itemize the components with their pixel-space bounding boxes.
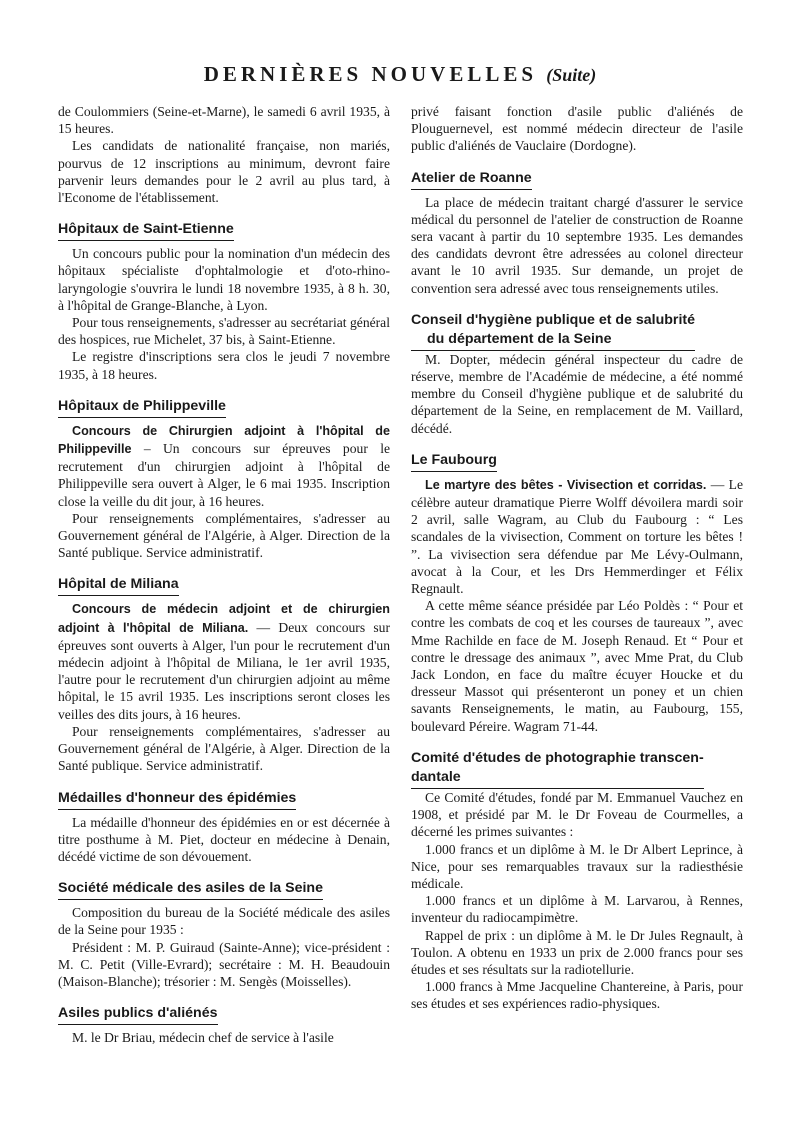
section-heading: Médailles d'honneur des épidémies [58,789,296,810]
runin-heading: Concours de Chirurgien adjoint à l'hôpital de Philippeville [58,423,390,457]
runin-heading: Le martyre des bêtes - Vivisection et corridas. [425,477,707,492]
paragraph: Le registre d'inscriptions sera clos le jeudi 7 novembre 1935, à 18 heures. [58,349,390,382]
paragraph-text: – Un concours sur épreuves pour le recrutement d'un chirurgien adjoint à l'hôpital de Philippeville sera ouvert à Alger, le 6 mai 1935. Inscription close la veille du dit jour, à 16 heures. [58,441,390,509]
section-heading: Hôpitaux de Philippeville [58,397,226,418]
section-heading: Le Faubourg [411,451,497,472]
left-column [58,103,390,1046]
paragraph [58,422,390,510]
section-heading: Hôpital de Miliana [58,575,179,596]
paragraph: M. le Dr Briau, médecin chef de service à l'asile [72,1030,334,1046]
paragraph: Les candidats de nationalité française, non mariés, pourvus de 12 inscriptions au minimum, devront faire parvenir leurs demandes pour le 2 avril au plus tard, à l'Econome de l'établissement. [58,138,390,206]
section-heading-block [411,311,743,351]
paragraph: Président : M. P. Guiraud (Sainte-Anne); vice-président : M. C. Petit (Ville-Evrard); secrétaire : M. H. Beaudouin (Maison-Blanche); trésorier : M. Sengès (Moisselles). [58,939,390,989]
section-heading [411,749,704,789]
heading-line: Comité d'études de photographie transcen- [411,749,704,766]
page-header [0,62,800,87]
paragraph: Pour tous renseignements, s'adresser au secrétariat général des hospices, rue Michelet, 37 bis, à Saint-Etienne. [58,315,390,348]
paragraph: La médaille d'honneur des épidémies en or est décernée à titre posthume à M. Piet, docteur en médecine à Denain, décédé victime de son dévouement. [58,814,390,864]
paragraph: Pour renseignements complémentaires, s'adresser au Gouvernement général de l'Algérie, à Alger. Direction de la Santé publique. Service administratif. [58,723,390,774]
paragraph: Pour renseignements complémentaires, s'adresser au Gouvernement général de l'Algérie, à Alger. Direction de la Santé publique. Service administratif. [58,510,390,561]
paragraph: de Coulommiers (Seine-et-Marne), le samedi 6 avril 1935, à 15 heures. [58,104,390,137]
paragraph: Composition du bureau de la Société médicale des asiles de la Seine pour 1935 : [58,905,390,938]
header-title: DERNIÈRES NOUVELLES [203,62,538,86]
paragraph: Rappel de prix : un diplôme à M. le Dr Jules Regnault, à Toulon. A obtenu en 1933 un prix de 2.000 francs pour ses études et ses résultats sur la radiotellurie. [411,927,743,977]
paragraph: Un concours public pour la nomination d'un médecin des hôpitaux spécialiste d'ophtalmologie et d'oto-rhino-laryngologie s'ouvrira le lundi 18 novembre 1935, à 8 h. 30, à l'hôpital de Grange-Blanche, à Lyon. [58,246,390,313]
right-column [411,103,743,1013]
heading-line: Conseil d'hygiène publique et de salubrité [411,311,696,328]
paragraph: 1.000 francs et un diplôme à M. Larvarou, à Rennes, inventeur du radiocampimètre. [411,893,743,926]
paragraph: Ce Comité d'études, fondé par M. Emmanuel Vauchez en 1908, et présidé par M. le Dr Foveau de Courmelles, a décerné les primes suivantes : [411,789,743,840]
section-heading: Hôpitaux de Saint-Etienne [58,220,234,241]
section-heading [411,311,695,351]
paragraph: A cette même séance présidée par Léo Poldès : “ Pour et contre les combats de coq et les courses de taureaux ”, avec Mme Rachilde en face de M. Joseph Renaud. Et “ Pour et contre le dressage des animaux ”, avec Mme Prat, du Club Jack London, en face du maître écuyer Houcke et du dresseur Massot qui présenteront un poney et un chien savants Renseignements, le matin, au Faubourg, 155, boulevard Péreire. Wagram 71-44. [411,598,743,734]
paragraph: M. Dopter, médecin général inspecteur du cadre de réserve, membre de l'Académie de médecine, a été nommé membre du Conseil d'hygiène publique et de salubrité du département de la Seine, en remplacement de M. Vaillard, décédé. [411,351,743,436]
paragraph: 1.000 francs à Mme Jacqueline Chantereine, à Paris, pour ses études et ses expériences radio-physiques. [411,979,743,1012]
paragraph [58,600,390,722]
paragraph: 1.000 francs et un diplôme à M. le Dr Albert Leprince, à Nice, pour ses remarquables travaux sur la radiesthésie médicale. [411,841,743,891]
paragraph-text: — Deux concours sur épreuves sont ouverts à Alger, l'un pour le recrutement d'un médecin adjoint à l'hôpital de Miliana, le 1er avril 1935, l'autre pour le recrutement d'un chirurgien adjoint au même hôpital, le 15 avril 1935. Les inscriptions seront closes les veilles des dits jours, à 16 heures. [58,619,390,722]
section-heading: Société médicale des asiles de la Seine [58,879,323,900]
paragraph: privé faisant fonction d'asile public d'aliénés de Plouguernevel, est nommé médecin directeur de l'asile public d'aliénés de Vauclaire (Dordogne). [411,104,743,154]
heading-line: du département de la Seine [427,330,612,347]
paragraph-text: — Le célèbre auteur dramatique Pierre Wolff dévoilera mardi soir 2 avril, salle Wagram, au Club du Faubourg : “ Les scandales de la vivisection, Comment on torture les bêtes ! ”. La vivisection sera défendue par Me Lévy-Oulmann, avocat à la Cour, et les Drs Hemmerdinger et Félix Regnault. [411,476,743,597]
header-suite: (Suite) [546,65,597,85]
heading-line: dantale [411,768,461,785]
paragraph: La place de médecin traitant chargé d'assurer le service médical du personnel de l'atelier de construction de Roanne sera vacant à partir du 10 septembre 1935. Les demandes des candidats devront être adressées au colonel directeur avant le 10 avril 1935. Sur demande, un projet de convention sera adressé avec tous renseignements utiles. [411,194,743,296]
runin-heading: Concours de médecin adjoint et de chirurgien adjoint à l'hôpital de Miliana. [58,602,390,635]
section-heading-block [411,749,743,789]
paragraph [411,476,743,597]
section-heading: Atelier de Roanne [411,169,532,190]
section-heading: Asiles publics d'aliénés [58,1004,218,1025]
